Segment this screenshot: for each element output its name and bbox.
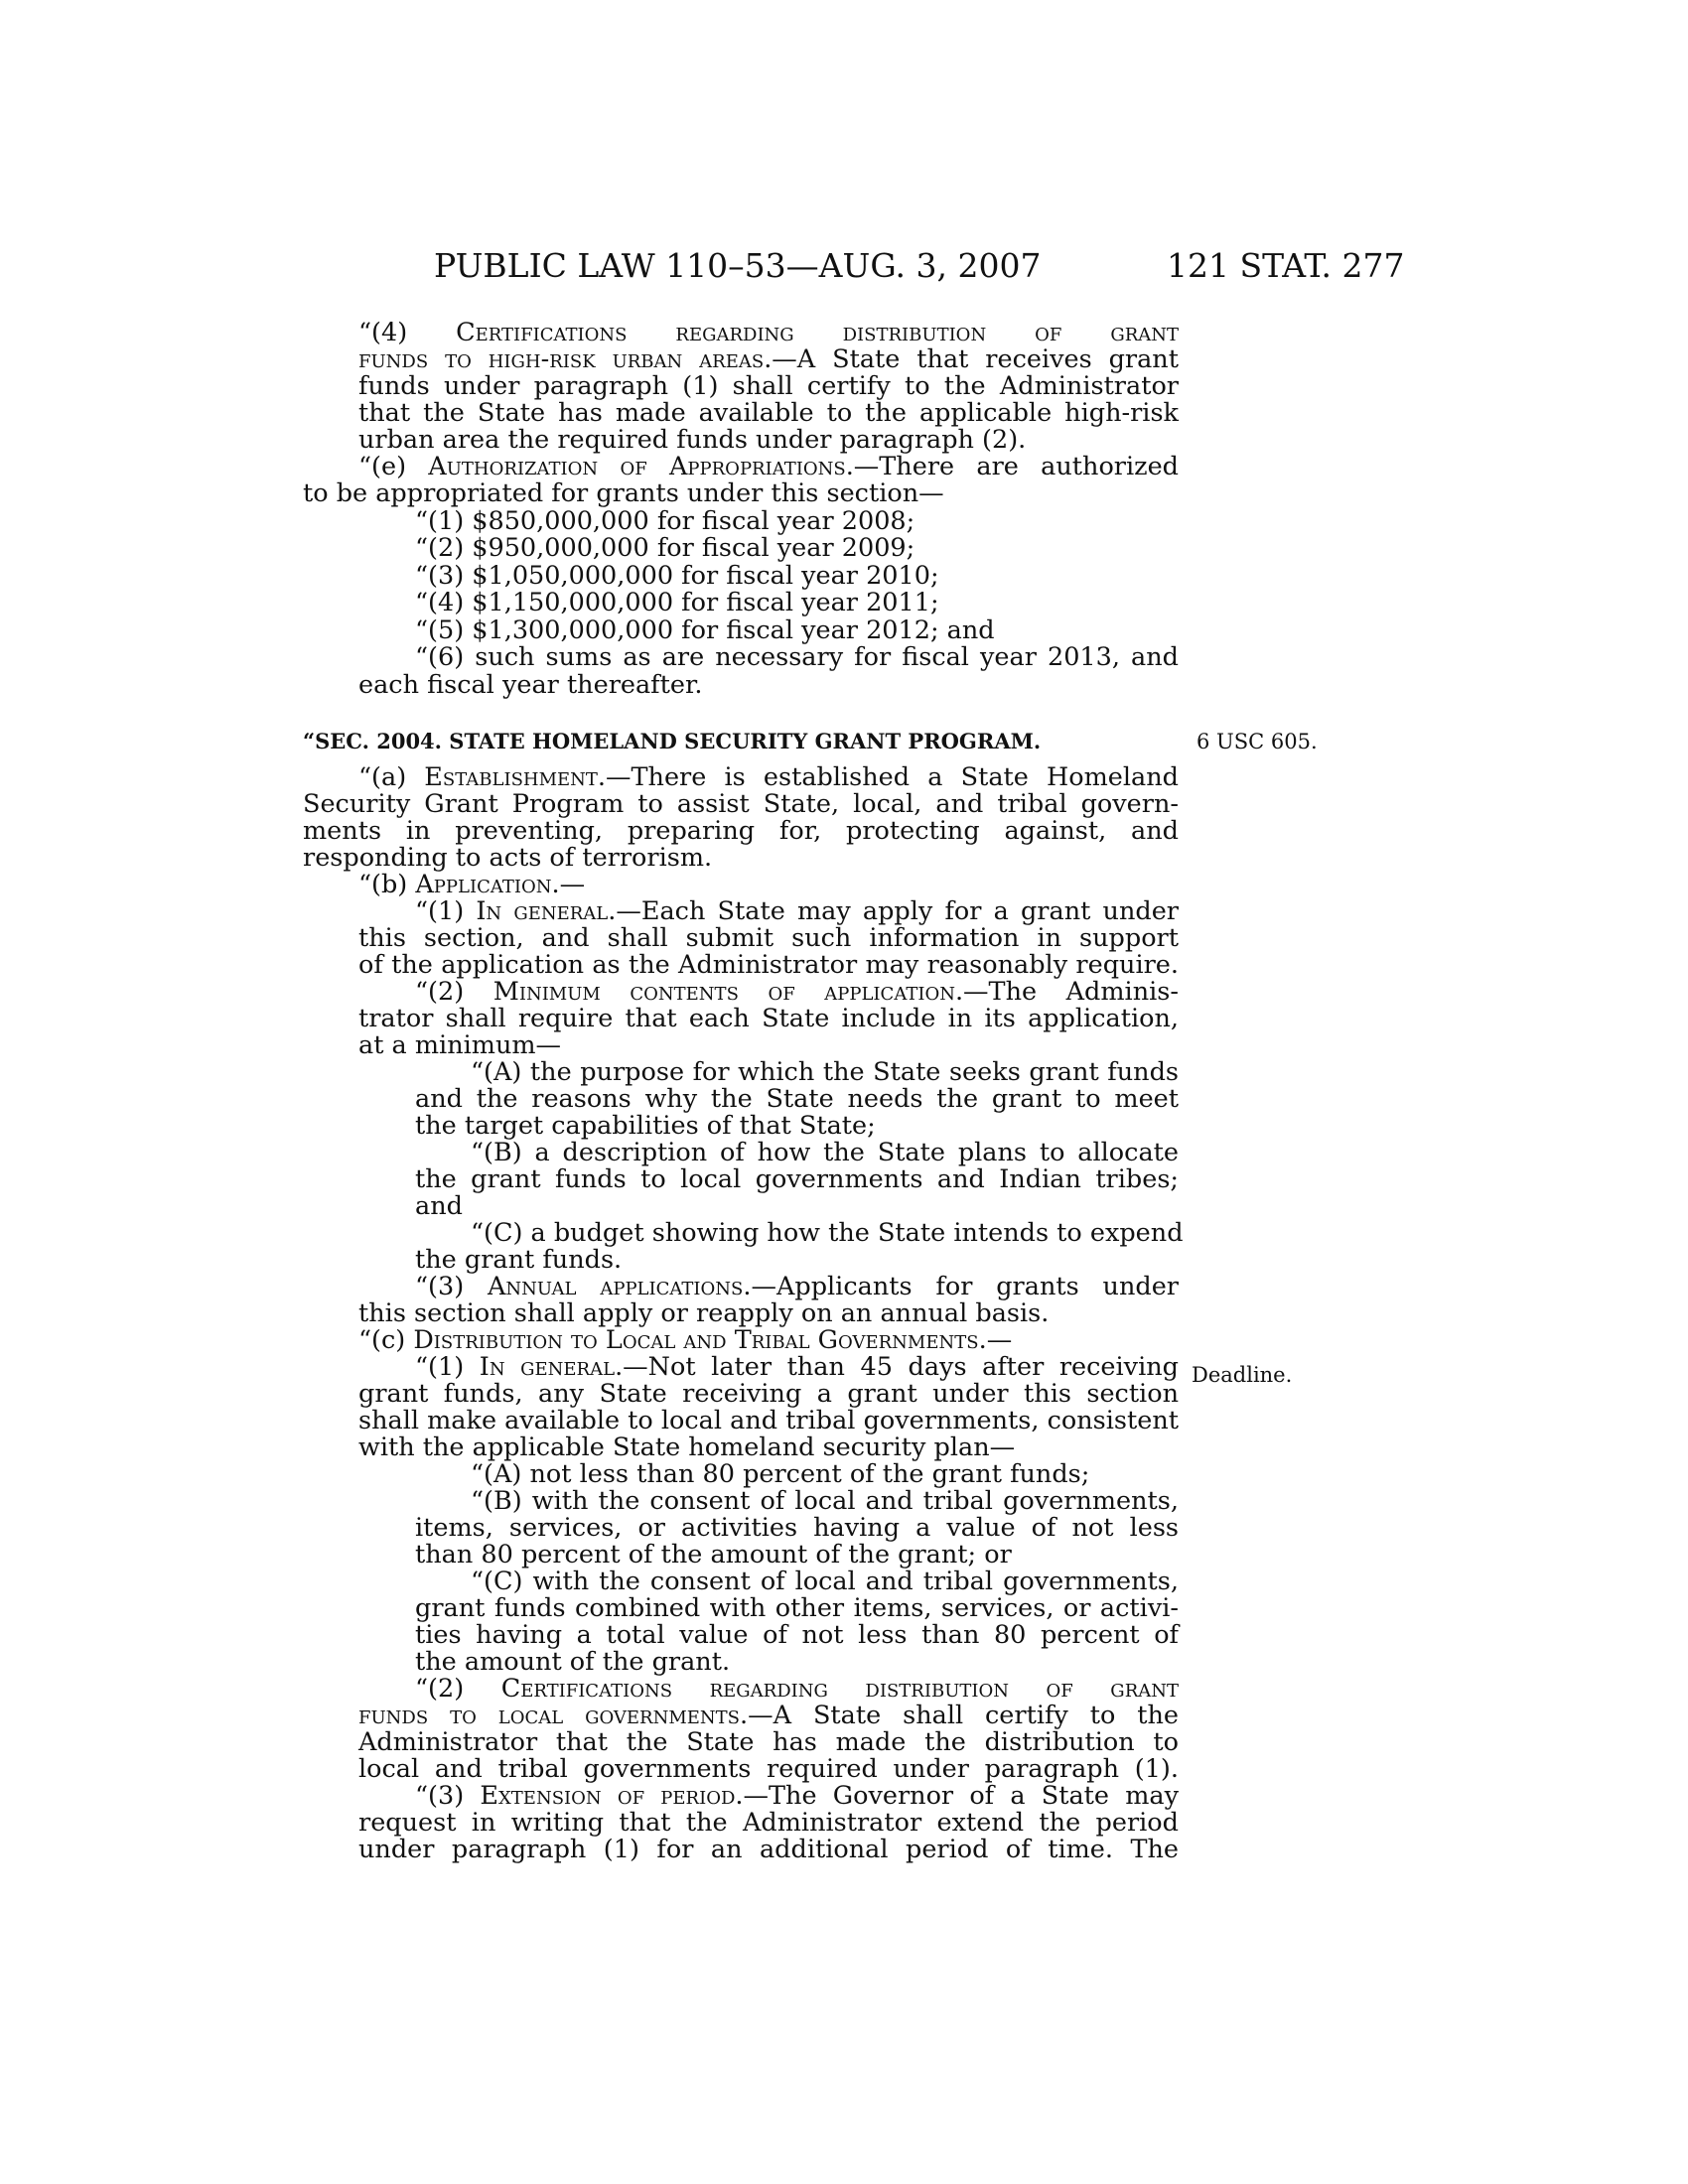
text-line: with the applicable State homeland security plan— [358,1433,1016,1462]
text-line: “(2) Certifications regarding distribution of grant [415,1674,1179,1704]
text-line: this section shall apply or reapply on an annual basis. [358,1298,1050,1328]
text-line: “(e) Authorization of Appropriations.—There are authorized [358,452,1179,481]
text-line: local and tribal governments required under paragraph (1). [358,1754,1179,1784]
text-line: request in writing that the Administrator extend the period [358,1808,1179,1838]
text-line: “(2) Minimum contents of application.—The Adminis- [415,977,1179,1007]
text-line: funds to local governments.—A State shall certify to the [358,1701,1180,1730]
text-line: that the State has made available to the applicable high-risk [358,398,1179,428]
text-line: each fiscal year thereafter. [358,670,703,700]
text-line: items, services, or activities having a value of not less [415,1513,1179,1543]
text-line: urban area the required funds under paragraph (2). [358,425,1027,455]
text-line: “(A) not less than 80 percent of the grant funds; [471,1459,1090,1489]
text-line: “(3) Annual applications.—Applicants for grants under [415,1272,1179,1301]
text-line: “(1) In general.—Not later than 45 days after receiving [415,1352,1179,1382]
text-line: “(1) In general.—Each State may apply for a grant under [415,896,1179,926]
text-line: the grant funds. [415,1245,623,1275]
text-line: under paragraph (1) for an additional period of time. The [358,1835,1179,1864]
text-line: “(B) a description of how the State plans to allocate [471,1138,1179,1167]
text-line: and the reasons why the State needs the grant to meet [415,1084,1179,1114]
text-line: Security Grant Program to assist State, local, and tribal govern- [303,789,1179,819]
text-line: “(6) such sums as are necessary for fiscal year 2013, and [415,642,1179,672]
text-line: “(B) with the consent of local and tribal governments, [471,1486,1179,1516]
text-line: the target capabilities of that State; [415,1111,876,1141]
text-line: “(C) with the consent of local and tribal governments, [471,1567,1179,1596]
text-line: “(C) a budget showing how the State intends to expend [471,1218,1184,1248]
text-line: grant funds combined with other items, services, or activi- [415,1593,1179,1623]
text-line: the amount of the grant. [415,1647,731,1677]
text-line: funds under paragraph (1) shall certify to the Administrator [358,371,1179,401]
text-line: trator shall require that each State include in its application, [358,1004,1179,1033]
text-line: Administrator that the State has made the distribution to [358,1727,1179,1757]
text-line: shall make available to local and tribal governments, consistent [358,1406,1179,1435]
text-line: “(4) Certifications regarding distribution of grant [358,318,1180,347]
text-line: than 80 percent of the amount of the grant; or [415,1540,1012,1570]
margin-note-deadline: Deadline. [1192,1363,1293,1387]
page-header-stat: 121 STAT. 277 [1167,246,1405,285]
text-line: “(c) Distribution to Local and Tribal Governments.— [358,1325,1013,1355]
text-line: responding to acts of terrorism. [303,843,713,873]
text-line: “(3) Extension of period.—The Governor of a State may [415,1781,1179,1811]
text-line: this section, and shall submit such information in support [358,923,1179,953]
page-header-title: PUBLIC LAW 110–53—AUG. 3, 2007 [434,246,1042,285]
text-line: to be appropriated for grants under this section— [303,478,944,508]
text-line: “(4) $1,150,000,000 for fiscal year 2011; [415,588,939,617]
text-line: and [415,1191,463,1221]
text-line: “(2) $950,000,000 for fiscal year 2009; [415,533,915,563]
text-line: “(5) $1,300,000,000 for fiscal year 2012; and [415,615,995,645]
text-line: the grant funds to local governments and Indian tribes; [415,1164,1179,1194]
text-line: “(1) $850,000,000 for fiscal year 2008; [415,506,915,536]
text-line: “(3) $1,050,000,000 for fiscal year 2010; [415,561,939,591]
text-line: at a minimum— [358,1030,562,1060]
text-line: of the application as the Administrator may reasonably require. [358,950,1179,980]
text-line: grant funds, any State receiving a grant under this section [358,1379,1179,1409]
text-line: “(a) Establishment.—There is established a State Homeland [358,762,1179,792]
text-line: “(A) the purpose for which the State seeks grant funds [471,1057,1179,1087]
margin-note-usc: 6 USC 605. [1196,730,1318,753]
text-line: ments in preventing, preparing for, protecting against, and [303,816,1179,846]
text-line: funds to high-risk urban areas.—A State that receives grant [358,344,1179,374]
text-line: “(b) Application.— [358,870,586,899]
text-line: ties having a total value of not less than 80 percent of [415,1620,1179,1650]
section-heading: “SEC. 2004. STATE HOMELAND SECURITY GRANT PROGRAM. [303,729,1042,753]
